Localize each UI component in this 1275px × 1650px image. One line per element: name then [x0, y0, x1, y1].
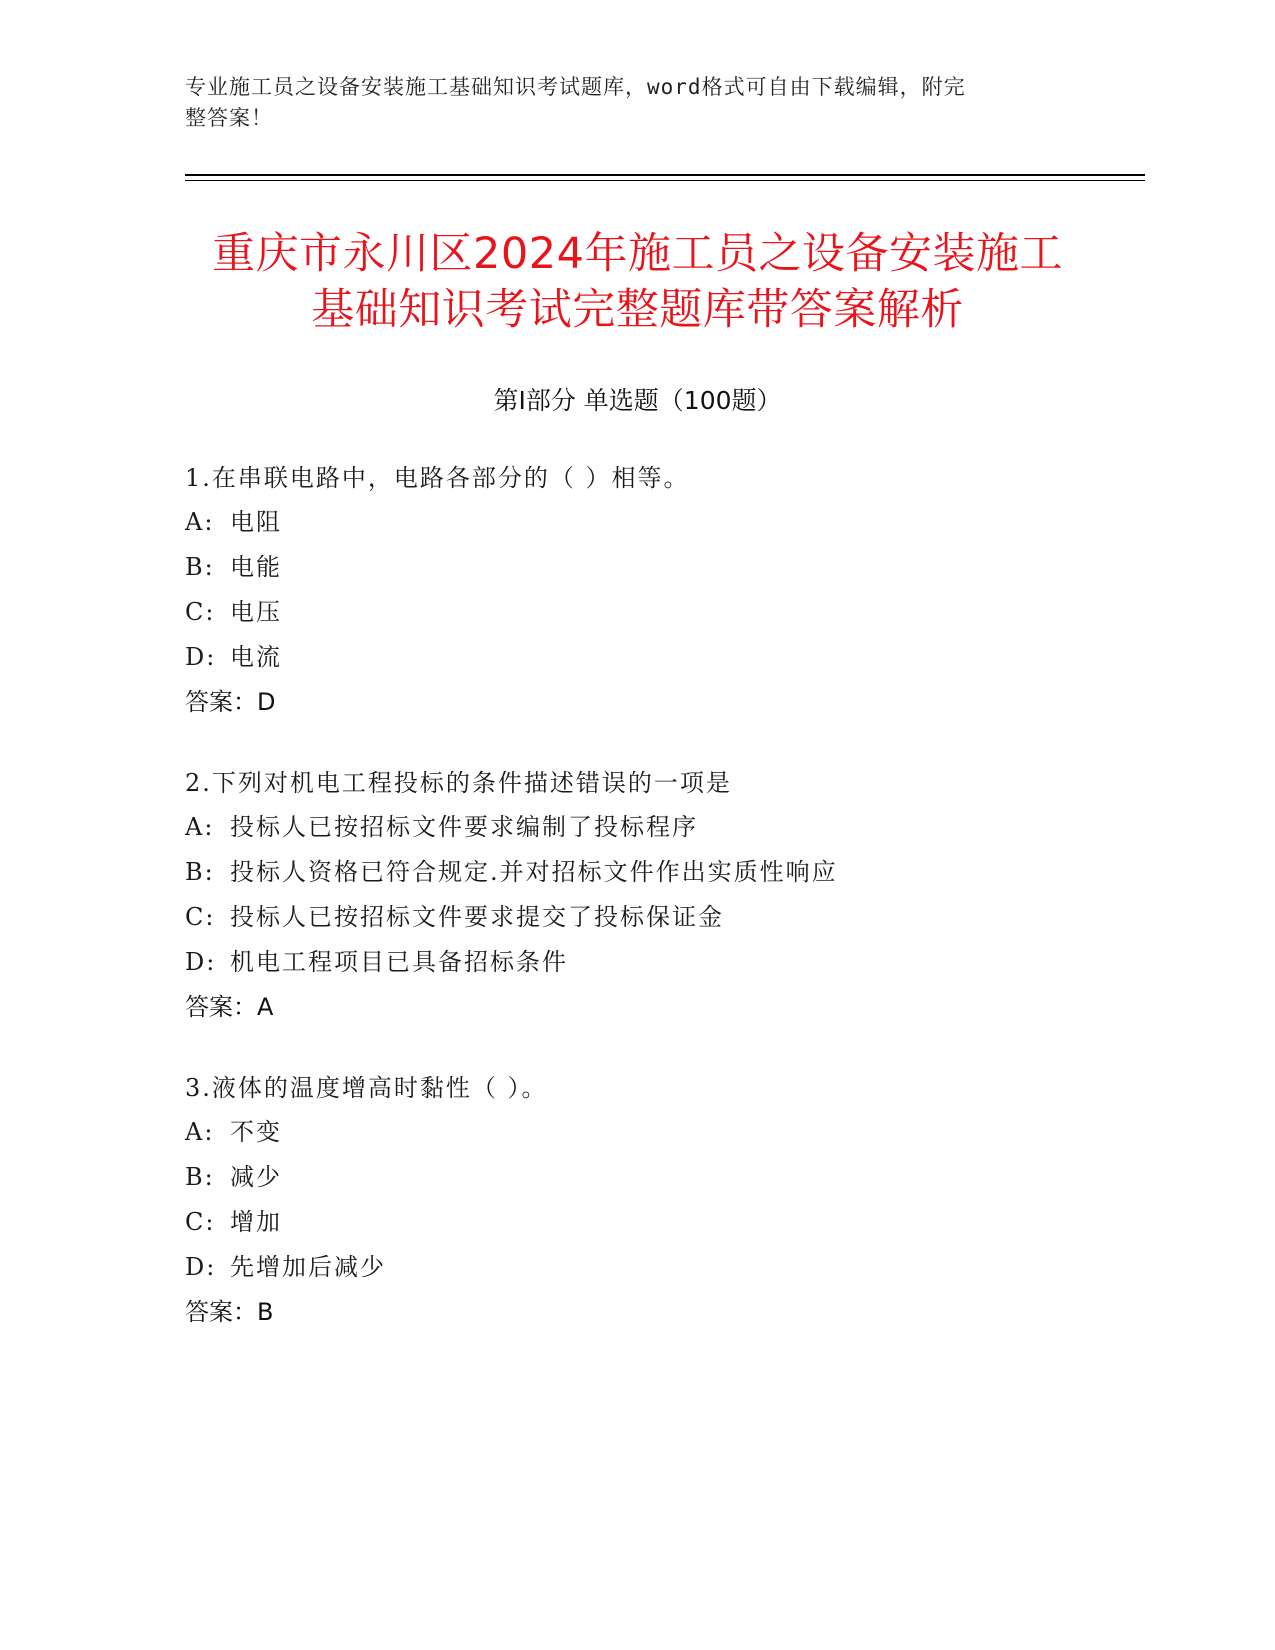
answer: 答案：B	[185, 1298, 274, 1326]
answer: 答案：A	[185, 993, 274, 1021]
option-key: A:	[185, 1118, 215, 1146]
document-title	[150, 226, 1125, 338]
option-key: A:	[185, 813, 215, 841]
document-title-line2: 基础知识考试完整题库带答案解析	[311, 285, 964, 335]
option-key: A:	[185, 508, 215, 536]
option-text: 电流	[230, 643, 282, 671]
question-3	[185, 1066, 1145, 1335]
option-key: D:	[185, 948, 217, 976]
answer: 答案：D	[185, 688, 276, 716]
option-a	[185, 805, 1145, 850]
option-d	[185, 940, 1145, 985]
option-key: D:	[185, 1253, 217, 1281]
option-key: B:	[185, 858, 215, 886]
option-key: B:	[185, 553, 215, 581]
option-key: C:	[185, 598, 216, 626]
option-d	[185, 635, 1145, 680]
option-text: 电阻	[230, 508, 282, 536]
question-text: 3.液体的温度增高时黏性（ ）。	[185, 1074, 548, 1102]
question-2	[185, 761, 1145, 1030]
option-text: 投标人已按招标文件要求提交了投标保证金	[230, 903, 724, 931]
option-key: D:	[185, 643, 217, 671]
option-a	[185, 500, 1145, 545]
option-text: 电压	[230, 598, 282, 626]
header-divider-thick	[185, 174, 1145, 176]
option-text: 减少	[230, 1163, 282, 1191]
option-text: 投标人资格已符合规定.并对招标文件作出实质性响应	[230, 858, 838, 886]
option-key: B:	[185, 1163, 215, 1191]
header-note-line2: 整答案！	[185, 106, 273, 130]
option-text: 电能	[230, 553, 282, 581]
option-b	[185, 1155, 1145, 1200]
option-key: C:	[185, 1208, 216, 1236]
option-text: 先增加后减少	[230, 1253, 386, 1281]
option-a	[185, 1110, 1145, 1155]
question-text: 1.在串联电路中，电路各部分的（ ）相等。	[185, 464, 690, 492]
option-d	[185, 1245, 1145, 1290]
question-1	[185, 456, 1145, 725]
section-title: 第Ⅰ部分 单选题（100题）	[493, 386, 782, 415]
option-b	[185, 545, 1145, 590]
option-text: 机电工程项目已具备招标条件	[230, 948, 568, 976]
option-text: 投标人已按招标文件要求编制了投标程序	[230, 813, 698, 841]
option-c	[185, 590, 1145, 635]
option-b	[185, 850, 1145, 895]
option-key: C:	[185, 903, 216, 931]
option-c	[185, 895, 1145, 940]
option-c	[185, 1200, 1145, 1245]
header-divider-thin	[185, 180, 1145, 181]
option-text: 增加	[230, 1208, 282, 1236]
question-text: 2.下列对机电工程投标的条件描述错误的一项是	[185, 769, 732, 797]
document-title-line1: 重庆市永川区2024年施工员之设备安装施工	[212, 229, 1063, 279]
option-text: 不变	[230, 1118, 282, 1146]
header-note	[185, 72, 1065, 134]
header-note-line1: 专业施工员之设备安装施工基础知识考试题库，word格式可自由下载编辑，附完	[185, 75, 966, 99]
